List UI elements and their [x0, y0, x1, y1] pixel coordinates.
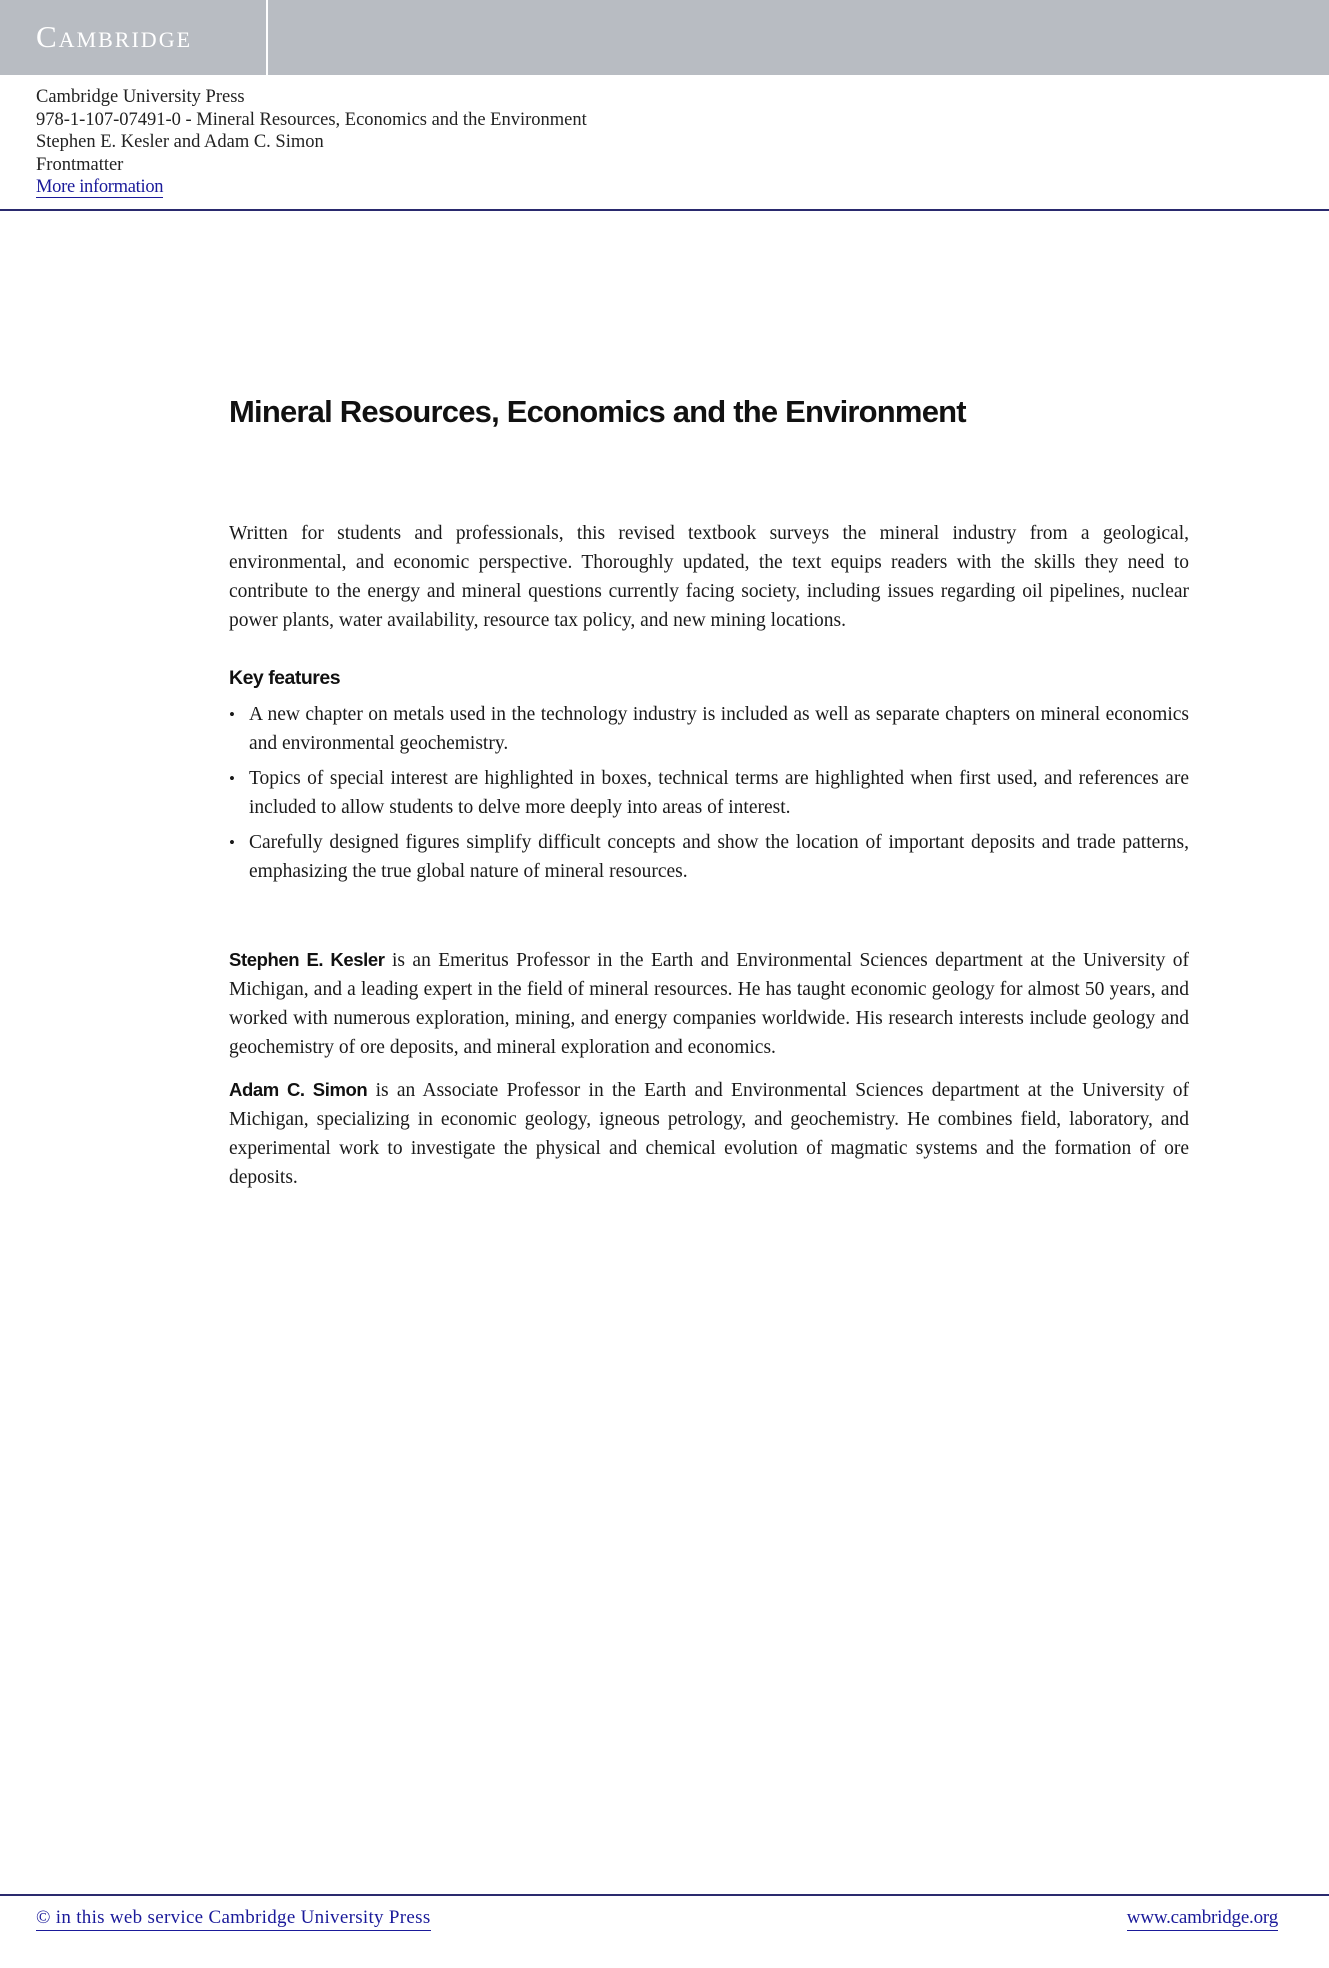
author-bio-kesler [229, 945, 1189, 1062]
brand-bar [0, 0, 1329, 75]
bio-paragraph [229, 1075, 1189, 1192]
list-item [229, 700, 1189, 758]
list-item [229, 828, 1189, 886]
section-name: Frontmatter [36, 154, 124, 175]
bio-paragraph [229, 945, 1189, 1062]
feature-text: Carefully designed figures simplify difficult concepts and show the location of important deposits and trade patterns, emphasizing the true global nature of mineral resources. [249, 832, 1189, 882]
description-text: Written for students and professionals, this revised textbook surveys the mineral industry from a geological, environmental, and economic perspective. Thoroughly updated, the text equips readers with the skills they need to contribute to the energy and mineral questions currently facing society, including issues regarding oil pipelines, nuclear power plants, water availability, resource tax policy, and new mining locations. [229, 523, 1189, 631]
bullet-icon: • [229, 833, 235, 852]
copyright-link[interactable]: © in this web service Cambridge University Press [36, 1906, 431, 1931]
author-name: Adam C. Simon [229, 1079, 368, 1100]
publisher-name: Cambridge University Press [36, 87, 245, 107]
bullet-icon: • [229, 705, 235, 724]
cambridge-logo: Cambridge [36, 19, 193, 54]
feature-text: A new chapter on metals used in the technology industry is included as well as separate chapters on mineral economics and environmental geochemistry. [249, 704, 1189, 754]
isbn-title: 978-1-107-07491-0 - Mineral Resources, Economics and the Environment [36, 109, 587, 130]
website-link[interactable]: www.cambridge.org [1127, 1906, 1278, 1931]
more-information-link[interactable]: More information [36, 177, 164, 197]
bio-text: is an Emeritus Professor in the Earth and Environmental Sciences department at the University of Michigan, and a leading expert in the field of mineral resources. He has taught economic geology for almost 50 years, and worked with numerous exploration, mining, and energy companies worldwide. His research interests include geology and geochemistry of ore deposits, and mineral exploration and economics. [229, 950, 1189, 1058]
book-description [229, 519, 1189, 635]
author-line: Stephen E. Kesler and Adam C. Simon [36, 132, 324, 152]
feature-text: Topics of special interest are highlighted in boxes, technical terms are highlighted when first used, and references are included to allow students to delve more deeply into areas of interest. [249, 768, 1189, 818]
brand-block [0, 0, 268, 75]
list-item [229, 764, 1189, 822]
header-divider [0, 209, 1329, 211]
book-metadata [36, 86, 587, 199]
bullet-icon: • [229, 769, 235, 788]
key-features-list [229, 700, 1189, 892]
book-title: Mineral Resources, Economics and the Environment [229, 394, 966, 429]
key-features-heading: Key features [229, 667, 341, 689]
author-name: Stephen E. Kesler [229, 949, 385, 970]
author-bio-simon [229, 1075, 1189, 1192]
bio-text: is an Associate Professor in the Earth and Environmental Sciences department at the University of Michigan, specializing in economic geology, igneous petrology, and geochemistry. He combines field, laboratory, and experimental work to investigate the physical and chemical evolution of magmatic systems and the formation of ore deposits. [229, 1080, 1189, 1188]
footer-divider [0, 1894, 1329, 1896]
